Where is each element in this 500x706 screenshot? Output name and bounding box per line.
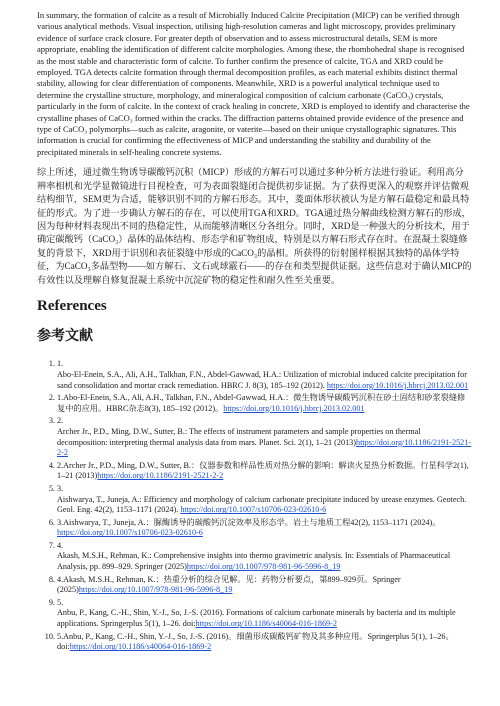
reference-doi-link[interactable]: https://doi.org/10.1186/s40064-016-1869-2 xyxy=(195,619,337,629)
reference-text: 1.Abo-El-Enein, S.A., Ali, A.H., Talkhan, F.N., Abdel-Gawwad, H.A.：微生物诱导碳酸钙沉积在砂土固结和砂浆裂缝修复中的应用。HBRC杂志8(3), 185–192 (2012)。 xyxy=(57,392,466,413)
reference-text: 3.Aishwarya, T., Juneja, A.：脲酶诱导的碳酸钙沉淀效率及形态学。岩土与地质工程42(2), 1153–1171 (2024)。 xyxy=(57,517,441,527)
reference-doi-link[interactable]: https://doi.org/10.1007/978-981-96-5996-8_19 xyxy=(186,562,341,572)
reference-doi-link[interactable]: https://doi.org/10.1007/978-981-96-5996-8_19 xyxy=(78,585,233,595)
reference-text: 4. Akash, M.S.H., Rehman, K.: Comprehensive insights into thermo gravimetric analysis. In: Essentials of Pharmaceutical Analysis, pp. 899–929. Springer (2025) xyxy=(57,540,451,572)
reference-text: 5.Anbu, P., Kang, C.-H., Shin, Y.-J., So, J.-S. (2016)。细菌形成碳酸钙矿物及其多种应用。Springerplus 5(1), 1–26。doi: xyxy=(57,631,454,652)
reference-item xyxy=(57,484,472,516)
references-heading-chinese: 参考文献 xyxy=(37,327,93,344)
reference-item xyxy=(57,359,472,391)
reference-text: 1. Abo-El-Enein, S.A., Ali, A.H., Talkhan, F.N., Abdel-Gawwad, H.A.: Utilization of microbial induced calcite precipitation for sand consolidation and mortar crack remediation. HBRC J. 8(3), 185–192 (2012). xyxy=(57,358,467,390)
reference-item xyxy=(57,518,472,540)
reference-item xyxy=(57,598,472,630)
reference-text: 2.Archer Jr., P.D., Ming, D.W., Sutter, B.：仪器参数和样品性质对热分解的影响：解读火星热分析数据。行星科学2(1), 1–21 (2013) xyxy=(57,460,469,481)
reference-doi-link[interactable]: https://doi.org/10.1007/s10706-023-02610-6 xyxy=(57,528,203,538)
reference-doi-link[interactable]: https://doi.org/10.1007/s10706-023-02610-6 xyxy=(180,505,327,515)
summary-paragraph-chinese: 综上所述，通过微生物诱导碳酸钙沉积（MICP）形成的方解石可以通过多种分析方法进行验证。利用高分辨率相机和光学显微镜进行目视检查，可为表面裂缝闭合提供初步证据。为了获得更深入的观察并评估微观结构细节，SEM更为合适，能够识别不同的方解石形态。其中，菱面体形状被认为是方解石最稳定和最具特征的形式。为了进一步确认方解石的存在，可以使用TGA和XRD。TGA通过热分解曲线检测方解石的形成，因为每种材料表现出不同的热稳定性，从而能够清晰区分各组分。同时，XRD是一种强大的分析技术，用于确定碳酸钙（CaCO₃）晶体的晶体结构、形态学和矿物组成，特别是以方解石形式存在时。在混凝土裂缝修复的背景下，XRD用于识别和表征裂缝中形成的CaCO₃的晶相。所获得的衍射图样根据其独特的晶体学特征，为CaCO₃多晶型物——如方解石、文石或球霰石——的存在和类型提供证据。这些信息对于确认MICP的有效性以及理解自修复混凝土系统中沉淀矿物的稳定性和耐久性至关重要。 xyxy=(37,167,472,285)
reference-item xyxy=(57,393,472,415)
reference-doi-link[interactable]: https://doi.org/10.1186/2191-2521-2-2 xyxy=(57,437,472,458)
reference-item xyxy=(57,632,472,654)
reference-text: 5. Anbu, P., Kang, C.-H., Shin, Y.-J., So, J.-S. (2016). Formations of calcium carbonate minerals by bacteria and its multiple applications. Springerplus 5(1), 1–26. doi: xyxy=(57,597,456,629)
references-heading: References xyxy=(37,297,107,314)
reference-doi-link[interactable]: https://doi.org/10.1016/j.hbrcj.2013.02.001 xyxy=(223,403,365,413)
reference-list xyxy=(37,359,472,653)
reference-doi-link[interactable]: https://doi.org/10.1186/2191-2521-2-2 xyxy=(97,471,224,481)
reference-text: 3. Aishwarya, T., Juneja, A.: Efficiency and morphology of calcium carbonate precipitate induced by urease enzymes. Geotech. Geol. Eng. 42(2), 1153–1171 (2024). xyxy=(57,483,467,515)
reference-item xyxy=(57,575,472,597)
summary-paragraph-english: In summary, the formation of calcite as a result of Microbially Induced Calcite Precipitation (MICP) can be verified through various analytical methods. Visual inspection, utilising high-resolution cameras and light microscopy, provides preliminary evidence of surface crack closure. For greater depth of observation and to assess microstructural details, SEM is more appropriate, enabling the identification of different calcite morphologies. Among these, the rhombohedral shape is recognised as the most stable and characteristic form of calcite. To further confirm the presence of calcite, TGA and XRD could be employed. TGA detects calcite formation through thermal decomposition profiles, as each material exhibits distinct thermal stability, allowing for clear differentiation of components. Meanwhile, XRD is a powerful analytical technique used to determine the crystalline structure, morphology, and mineralogical composition of calcium carbonate (CaCO₃) crystals, particularly in the form of calcite. In the context of crack healing in concrete, XRD is employed to identify and characterise the crystalline phases of CaCO₃ formed within the cracks. The diffraction patterns obtained provide evidence of the presence and type of CaCO₃ polymorphs—such as calcite, aragonite, or vaterite—based on their unique crystallographic signatures. This information is crucial for confirming the effectiveness of MICP and understanding the stability and durability of the precipitated minerals in self-healing concrete systems. xyxy=(37,10,470,157)
reference-item xyxy=(57,461,472,483)
reference-text: 4.Akash, M.S.H., Rehman, K.：热重分析的综合见解。见：药物分析要点，第899–929页。Springer (2025) xyxy=(57,574,401,595)
reference-text: 2. Archer Jr., P.D., Ming, D.W., Sutter, B.: The effects of instrument parameters and sample properties on thermal decomposition: interpreting thermal analysis data from mars. Planet. Sci. 2(1), 1–21 (2013) xyxy=(57,415,421,447)
reference-doi-link[interactable]: https://doi.org/10.1186/s40064-016-1869-2 xyxy=(69,642,212,652)
reference-item xyxy=(57,416,472,459)
reference-item xyxy=(57,541,472,573)
reference-doi-link[interactable]: https://doi.org/10.1016/j.hbrcj.2013.02.001 xyxy=(326,380,469,390)
